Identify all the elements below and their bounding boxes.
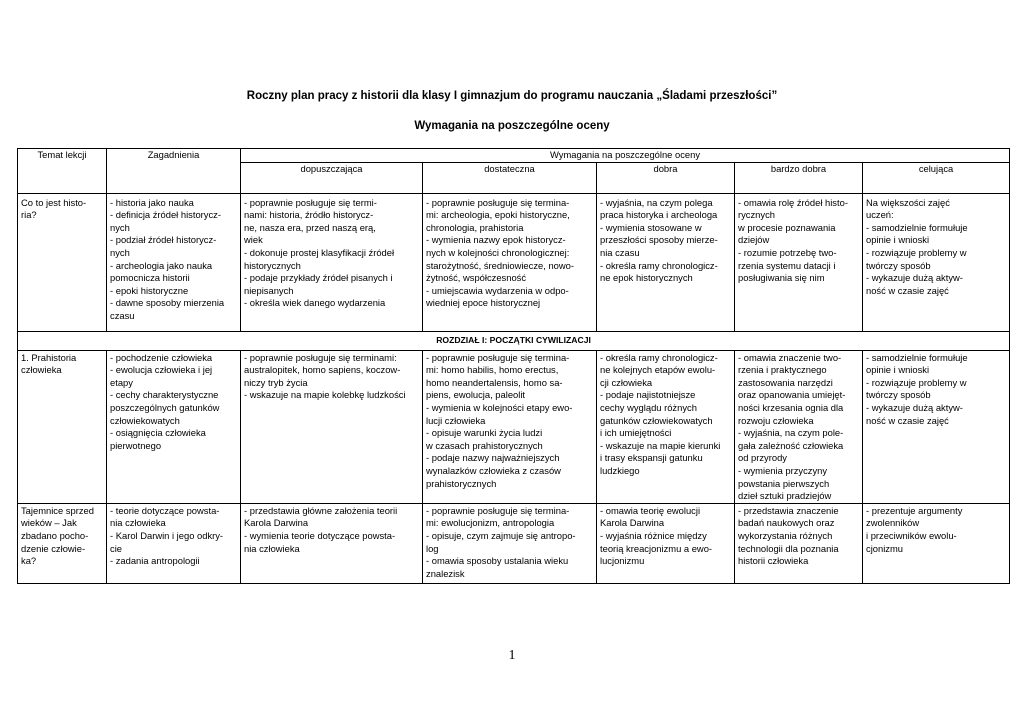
cell-line: nych w kolejności chronologicznej:	[426, 246, 570, 258]
cell-line: - wymienia nazwy epok historycz-	[426, 234, 566, 246]
header-topic: Temat lekcji	[18, 149, 107, 194]
cell-line: oraz opanowania umiejęt-	[738, 389, 846, 401]
cell-line: znalezisk	[426, 567, 465, 579]
header-requirements: Wymagania na poszczególne oceny	[241, 149, 1010, 163]
cell-line: - wymienia stosowane w	[600, 221, 702, 233]
cell-line: dzenie człowie-	[21, 542, 86, 554]
cell-line: - poprawnie posługuje się termina-	[426, 196, 570, 208]
cell-line: cjonizmu	[866, 542, 903, 554]
cell-line: piens, ewolucja, paleolit	[426, 389, 526, 401]
cell-line: rozwoju człowieka	[738, 414, 814, 426]
cell-line: cji człowieka	[600, 376, 653, 388]
cell-line: dziejów	[738, 234, 770, 246]
cell-grade-2	[241, 193, 423, 331]
cell-line: - omawia teorię ewolucji	[600, 504, 701, 516]
cell-grade-5	[735, 350, 863, 503]
cell-line: zbadano pocho-	[21, 529, 89, 541]
cell-line: mi: archeologia, epoki historyczne,	[426, 209, 570, 221]
cell-line: prahistorycznych	[426, 477, 497, 489]
cell-line: - umiejscawia wydarzenia w odpo-	[426, 284, 569, 296]
cell-line: twórczy sposób	[866, 259, 931, 271]
cell-line: gatunków człowiekowatych	[600, 414, 713, 426]
cell-line: - wskazuje na mapie kierunki	[600, 439, 721, 451]
cell-line: ne kolejnych etapów ewolu-	[600, 364, 716, 376]
cell-line: - wyjaśnia różnice między	[600, 529, 707, 541]
cell-line: - poprawnie posługuje się termina-	[426, 504, 570, 516]
cell-line: wykorzystania różnych	[738, 529, 833, 541]
cell-line: - poprawnie posługuje się termi-	[244, 196, 377, 208]
cell-line: człowieka	[21, 364, 62, 376]
cell-line: ne, nasza era, przed naszą erą,	[244, 221, 376, 233]
cell-line: - definicja źródeł historycz-	[110, 209, 221, 221]
cell-line: przeszłości sposoby mierze-	[600, 234, 718, 246]
cell-line: - omawia znaczenie two-	[738, 351, 842, 363]
cell-grade-4	[597, 193, 735, 331]
section-row	[18, 331, 1010, 350]
cell-line: - podaje nazwy najważniejszych	[426, 452, 560, 464]
cell-line: chronologia, prahistoria	[426, 221, 524, 233]
cell-line: Karola Darwina	[244, 517, 309, 529]
cell-line: i trasy ekspansji gatunku	[600, 452, 703, 464]
cell-line: Na większości zajęć	[866, 196, 950, 208]
cell-line: - wyjaśnia, na czym pole-	[738, 427, 844, 439]
cell-grade-5	[735, 503, 863, 583]
cell-grade-3	[423, 193, 597, 331]
cell-line: cechy wyglądu różnych	[600, 401, 697, 413]
cell-grade-3	[423, 503, 597, 583]
cell-line: - samodzielnie formułuje	[866, 351, 968, 363]
cell-line: badań naukowych oraz	[738, 517, 835, 529]
cell-line: australopitek, homo sapiens, koczow-	[244, 364, 401, 376]
cell-line: nych	[110, 246, 130, 258]
table-row	[18, 503, 1010, 583]
cell-line: Co to jest histo-	[21, 196, 87, 208]
cell-line: - omawia sposoby ustalania wieku	[426, 555, 569, 567]
cell-line: i przeciwników ewolu-	[866, 529, 957, 541]
cell-grade-4	[597, 350, 735, 503]
cell-grade-6	[863, 350, 1010, 503]
cell-line: - dawne sposoby mierzenia	[110, 297, 225, 309]
cell-line: - podaje najistotniejsze	[600, 389, 696, 401]
cell-line: posługiwania się nim	[738, 272, 825, 284]
cell-grade-6	[863, 193, 1010, 331]
cell-line: mi: ewolucjonizm, antropologia	[426, 517, 555, 529]
cell-line: ność w czasie zajęć	[866, 414, 949, 426]
cell-line: - opisuje, czym zajmuje się antropo-	[426, 529, 576, 541]
cell-line: - historia jako nauka	[110, 196, 194, 208]
cell-line: gała zależność człowieka	[738, 439, 844, 451]
cell-line: ka?	[21, 555, 37, 567]
cell-line: w czasach prahistorycznych	[426, 439, 543, 451]
cell-line: wieków – Jak	[21, 517, 77, 529]
cell-line: - wymienia przyczyny	[738, 464, 828, 476]
cell-line: zwolenników	[866, 517, 920, 529]
header-grade: dostateczna	[423, 162, 597, 193]
cell-line: - określa ramy chronologicz-	[600, 351, 718, 363]
cell-line: cie	[110, 542, 122, 554]
cell-issues	[107, 193, 241, 331]
cell-issues	[107, 350, 241, 503]
header-grade: dopuszczająca	[241, 162, 423, 193]
cell-line: teorią kreacjonizmu a ewo-	[600, 542, 713, 554]
cell-line: - poprawnie posługuje się terminami:	[244, 351, 397, 363]
header-grade: dobra	[597, 162, 735, 193]
cell-line: opinie i wnioski	[866, 234, 930, 246]
cell-grade-3	[423, 350, 597, 503]
cell-line: - przedstawia znaczenie	[738, 504, 839, 516]
table-row	[18, 193, 1010, 331]
cell-line: etapy	[110, 376, 133, 388]
cell-line: ne epok historycznych	[600, 272, 693, 284]
cell-line: - określa wiek danego wydarzenia	[244, 297, 386, 309]
cell-line: - omawia rolę źródeł histo-	[738, 196, 848, 208]
cell-topic	[18, 193, 107, 331]
cell-line: - epoki historyczne	[110, 284, 189, 296]
cell-line: - wykazuje dużą aktyw-	[866, 272, 963, 284]
cell-line: ności krzesania ognia dla	[738, 401, 844, 413]
cell-line: człowiekowatych	[110, 414, 180, 426]
cell-line: - dokonuje prostej klasyfikacji źródeł	[244, 246, 395, 258]
cell-line: rzenia i praktycznego	[738, 364, 827, 376]
cell-line: powstania pierwszych	[738, 477, 830, 489]
cell-line: - wyjaśnia, na czym polega	[600, 196, 713, 208]
cell-line: opinie i wnioski	[866, 364, 930, 376]
cell-line: historycznych	[244, 259, 301, 271]
cell-line: żytność, współczesność	[426, 272, 527, 284]
cell-line: - osiągnięcia człowieka	[110, 427, 206, 439]
cell-grade-6	[863, 503, 1010, 583]
cell-line: log	[426, 542, 439, 554]
requirements-table	[17, 148, 1010, 584]
cell-line: - poprawnie posługuje się termina-	[426, 351, 570, 363]
cell-line: niepisanych	[244, 284, 294, 296]
cell-grade-4	[597, 503, 735, 583]
document-subtitle: Wymagania na poszczególne oceny	[414, 120, 610, 132]
cell-line: nia czasu	[600, 246, 640, 258]
header-grade: celująca	[863, 162, 1010, 193]
cell-line: - wskazuje na mapie kolebkę ludzkości	[244, 389, 406, 401]
cell-line: twórczy sposób	[866, 389, 931, 401]
cell-grade-5	[735, 193, 863, 331]
cell-line: praca historyka i archeologa	[600, 209, 718, 221]
cell-line: ność w czasie zajęć	[866, 284, 949, 296]
header-issues: Zagadnienia	[107, 149, 241, 194]
cell-line: - przedstawia główne założenia teorii	[244, 504, 398, 516]
cell-line: - pochodzenie człowieka	[110, 351, 213, 363]
cell-line: uczeń:	[866, 209, 894, 221]
cell-line: lucjonizmu	[600, 555, 645, 567]
document-title: Roczny plan pracy z historii dla klasy I gimnazjum do programu nauczania „Śladami przeszłości”	[246, 90, 778, 102]
cell-line: w procesie poznawania	[738, 221, 836, 233]
cell-line: pierwotnego	[110, 439, 162, 451]
cell-line: - rozwiązuje problemy w	[866, 376, 967, 388]
cell-line: mi: homo habilis, homo erectus,	[426, 364, 559, 376]
cell-line: Tajemnice sprzed	[21, 504, 94, 516]
cell-line: historii człowieka	[738, 555, 809, 567]
table-row	[18, 350, 1010, 503]
cell-grade-2	[241, 350, 423, 503]
cell-line: wiek	[244, 234, 263, 246]
cell-line: technologii dla poznania	[738, 542, 839, 554]
cell-topic	[18, 350, 107, 503]
cell-line: - wymienia teorie dotyczące powsta-	[244, 529, 396, 541]
cell-line: - ewolucja człowieka i jej	[110, 364, 213, 376]
cell-line: nami: historia, źródło historycz-	[244, 209, 374, 221]
header-grade: bardzo dobra	[735, 162, 863, 193]
cell-line: - podział źródeł historycz-	[110, 234, 217, 246]
cell-line: - prezentuje argumenty	[866, 504, 963, 516]
cell-line: czasu	[110, 309, 135, 321]
cell-line: - cechy charakterystyczne	[110, 389, 219, 401]
cell-line: - rozwiązuje problemy w	[866, 246, 967, 258]
cell-line: ria?	[21, 209, 37, 221]
cell-line: od przyrody	[738, 452, 787, 464]
cell-line: - określa ramy chronologicz-	[600, 259, 718, 271]
section-label: ROZDZIAŁ I: POCZĄTKI CYWILIZACJI	[18, 331, 1010, 350]
cell-line: - rozumie potrzebę two-	[738, 246, 837, 258]
cell-line: rycznych	[738, 209, 775, 221]
cell-line: - opisuje warunki życia ludzi	[426, 427, 543, 439]
cell-line: - podaje przykłady źródeł pisanych i	[244, 272, 393, 284]
cell-line: 1. Prahistoria	[21, 351, 77, 363]
cell-line: - zadania antropologii	[110, 555, 200, 567]
cell-line: - Karol Darwin i jego odkry-	[110, 529, 224, 541]
cell-line: - wymienia w kolejności etapy ewo-	[426, 401, 573, 413]
cell-topic	[18, 503, 107, 583]
cell-line: - teorie dotyczące powsta-	[110, 504, 220, 516]
cell-line: niczy tryb życia	[244, 376, 308, 388]
cell-line: lucji człowieka	[426, 414, 486, 426]
cell-line: starożytność, średniowiecze, nowo-	[426, 259, 574, 271]
cell-grade-2	[241, 503, 423, 583]
cell-line: nia człowieka	[110, 517, 166, 529]
cell-line: nych	[110, 221, 130, 233]
cell-line: poszczególnych gatunków	[110, 401, 220, 413]
cell-line: - samodzielnie formułuje	[866, 221, 968, 233]
page-number: 1	[508, 648, 516, 663]
cell-line: ludzkiego	[600, 464, 640, 476]
cell-line: Karola Darwina	[600, 517, 665, 529]
cell-line: nia człowieka	[244, 542, 300, 554]
cell-line: - archeologia jako nauka	[110, 259, 213, 271]
cell-line: wiedniej epoce historycznej	[426, 297, 541, 309]
cell-issues	[107, 503, 241, 583]
cell-line: homo neandertalensis, homo sa-	[426, 376, 563, 388]
cell-line: - wykazuje dużą aktyw-	[866, 401, 963, 413]
cell-line: pomocnicza historii	[110, 272, 190, 284]
cell-line: i ich umiejętności	[600, 427, 672, 439]
cell-line: wynalazków człowieka z czasów	[426, 464, 561, 476]
cell-line: dzieł sztuki pradziejów	[738, 490, 832, 502]
cell-line: zastosowania narzędzi	[738, 376, 833, 388]
cell-line: rzenia systemu datacji i	[738, 259, 836, 271]
